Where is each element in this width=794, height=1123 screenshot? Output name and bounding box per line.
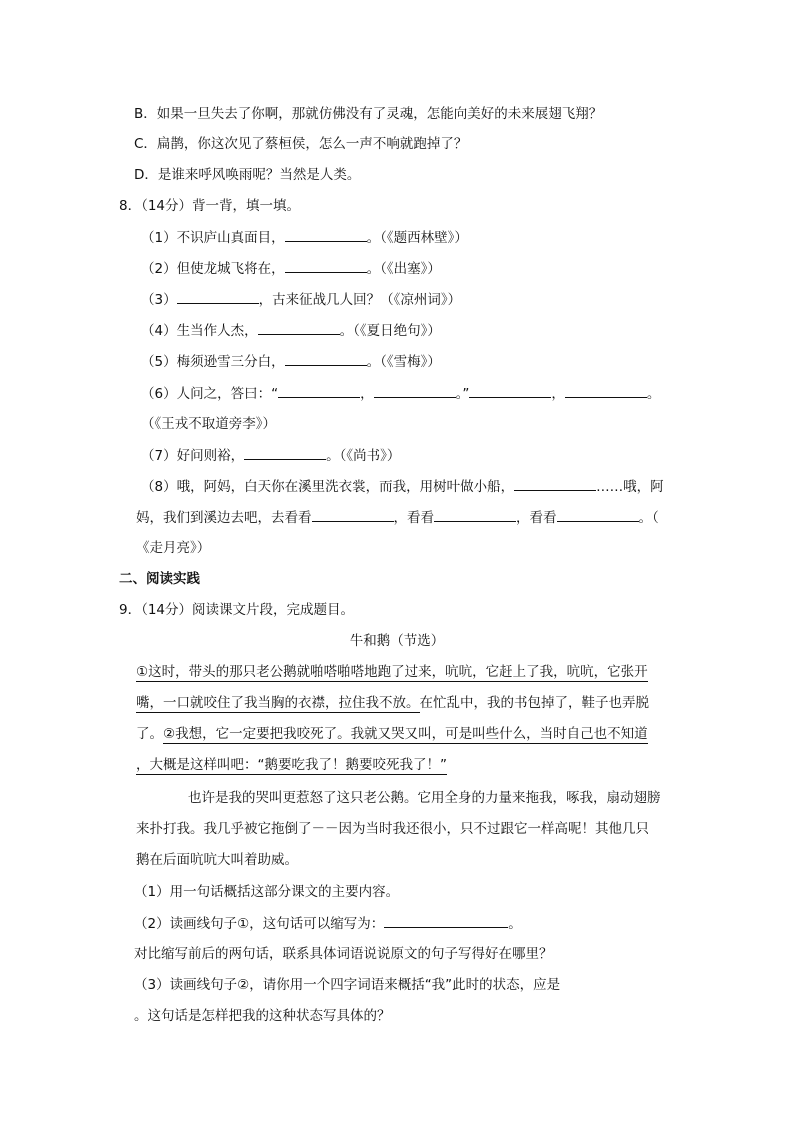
answer-blank[interactable] [434,507,516,522]
answer-blank[interactable] [565,383,647,398]
answer-blank[interactable] [285,258,367,273]
q9-subquestion-2-text: （2）读画线句子①，这句话可以缩写为： [134,916,385,932]
answer-blank[interactable] [244,445,326,460]
q9-subquestion-2 [134,913,522,934]
passage-line [136,693,649,713]
q8-item-8-source: 《走月亮》） [136,540,211,556]
answer-blank[interactable] [384,913,508,928]
period: 。 [508,916,522,932]
comma: ， [551,386,565,402]
answer-blank[interactable] [285,351,367,366]
q8-item-2 [141,258,441,279]
passage-text: 了。 [136,726,163,742]
period: 。 [646,386,661,402]
q9-header: 9．（14分）阅读课文片段，完成题目。 [119,602,355,618]
q8-item-1-source: 。（《题西林壁》） [366,230,468,246]
passage-text: 鹅在后面吭吭大叫着助威。 [136,852,298,868]
q8-item-6-source: （《王戎不取道旁李》） [141,416,276,432]
passage-line [136,662,648,682]
answer-blank[interactable] [469,383,551,398]
q8-item-8-text: ，看看 [516,510,557,526]
q8-item-7-source: 。（《尚书》） [326,448,401,464]
q8-item-3-source: ，古来征战几人回？（《凉州词》） [258,292,462,308]
q8-item-8-text: 。（ [638,510,659,526]
underlined-sentence-2: ②我想，它一定要把我咬死了。我就又哭又叫，可是叫些什么，当时自己也不知道 [163,726,648,742]
option-b: B．如果一旦失去了你啊，那就仿佛没有了灵魂，怎能向美好的未来展翅飞翔？ [134,106,603,122]
q8-item-2-text: （2）但使龙城飞将在， [141,261,285,277]
q8-item-8-line-2 [136,507,659,528]
passage-text: 在忙乱中，我的书包掉了，鞋子也弄脱 [419,695,649,711]
q8-item-8-line-1 [141,476,664,497]
q8-item-8-text: （8）哦，阿妈，白天你在溪里洗衣裳，而我，用树叶做小船， [141,479,515,495]
q8-item-6-text: （6）人问之，答曰：“ [141,386,279,402]
answer-blank[interactable] [557,507,639,522]
passage-text: 也许是我的哭叫更惹怒了这只老公鹅。它用全身的力量来拖我，啄我，扇动翅膀 [188,790,661,806]
q8-item-7-text: （7）好问则裕， [141,448,245,464]
passage-title: 牛和鹅（节选） [349,633,445,649]
passage-line [136,755,447,775]
answer-blank[interactable] [285,227,367,242]
option-d: D．是谁来呼风唤雨呢？当然是人类。 [134,167,361,183]
q8-item-3 [141,289,461,310]
q8-item-5-text: （5）梅须逊雪三分白， [141,354,285,370]
q8-item-2-source: 。（《出塞》） [366,261,441,277]
q9-subquestion-3-follow: 。这句话是怎样把我的这种状态写具体的？ [134,1008,391,1024]
q8-item-6 [141,383,660,404]
option-c: C．扁鹊，你这次见了蔡桓侯，怎么一声不响就跑掉了？ [134,136,468,152]
q9-subquestion-1: （1）用一句话概括这部分课文的主要内容。 [134,884,400,900]
answer-blank[interactable] [514,476,596,491]
section-title: 二、阅读实践 [119,571,200,587]
answer-blank[interactable] [278,383,360,398]
quote-end: 。” [455,386,470,402]
q8-item-8-text: 妈，我们到溪边去吧，去看看 [136,510,312,526]
q8-item-8-text: ……哦，阿 [596,479,664,495]
q8-item-7 [141,445,400,466]
q8-item-5-source: 。（《雪梅》） [366,354,441,370]
q8-item-1 [141,227,468,248]
answer-blank[interactable] [312,507,394,522]
q8-item-1-text: （1）不识庐山真面目， [141,230,285,246]
comma: ， [360,386,374,402]
q8-item-3-text: （3） [141,292,177,308]
q8-item-4 [141,320,441,341]
q8-item-4-source: 。（《夏日绝句》） [339,323,441,339]
underlined-sentence-1: 嘴，一口就咬住了我当胸的衣襟，拉住我不放。 [136,695,420,711]
q8-item-8-text: ，看看 [393,510,434,526]
answer-blank[interactable] [177,289,259,304]
q8-item-5 [141,351,441,372]
answer-blank[interactable] [258,320,340,335]
q9-subquestion-3: （3）读画线句子②，请你用一个四字词语来概括“我”此时的状态，应是 [134,977,561,993]
answer-blank[interactable] [374,383,456,398]
passage-text: 来扑打我。我几乎被它拖倒了－－因为当时我还很小，只不过跟它一样高呢！其他几只 [136,821,649,837]
q9-subquestion-2-follow: 对比缩写前后的两句话，联系具体词语说说原文的句子写得好在哪里？ [134,946,553,962]
q8-item-4-text: （4）生当作人杰， [141,323,258,339]
underlined-sentence-1: ①这时，带头的那只老公鹅就啪嗒啪嗒地跑了过来，吭吭，它赶上了我，吭吭，它张开 [136,664,648,680]
passage-line [136,724,648,744]
q8-header: 8．（14分）背一背，填一填。 [119,198,301,214]
underlined-sentence-2: ，大概是这样叫吧：“鹅要吃我了！鹅要咬死我了！” [136,757,447,773]
